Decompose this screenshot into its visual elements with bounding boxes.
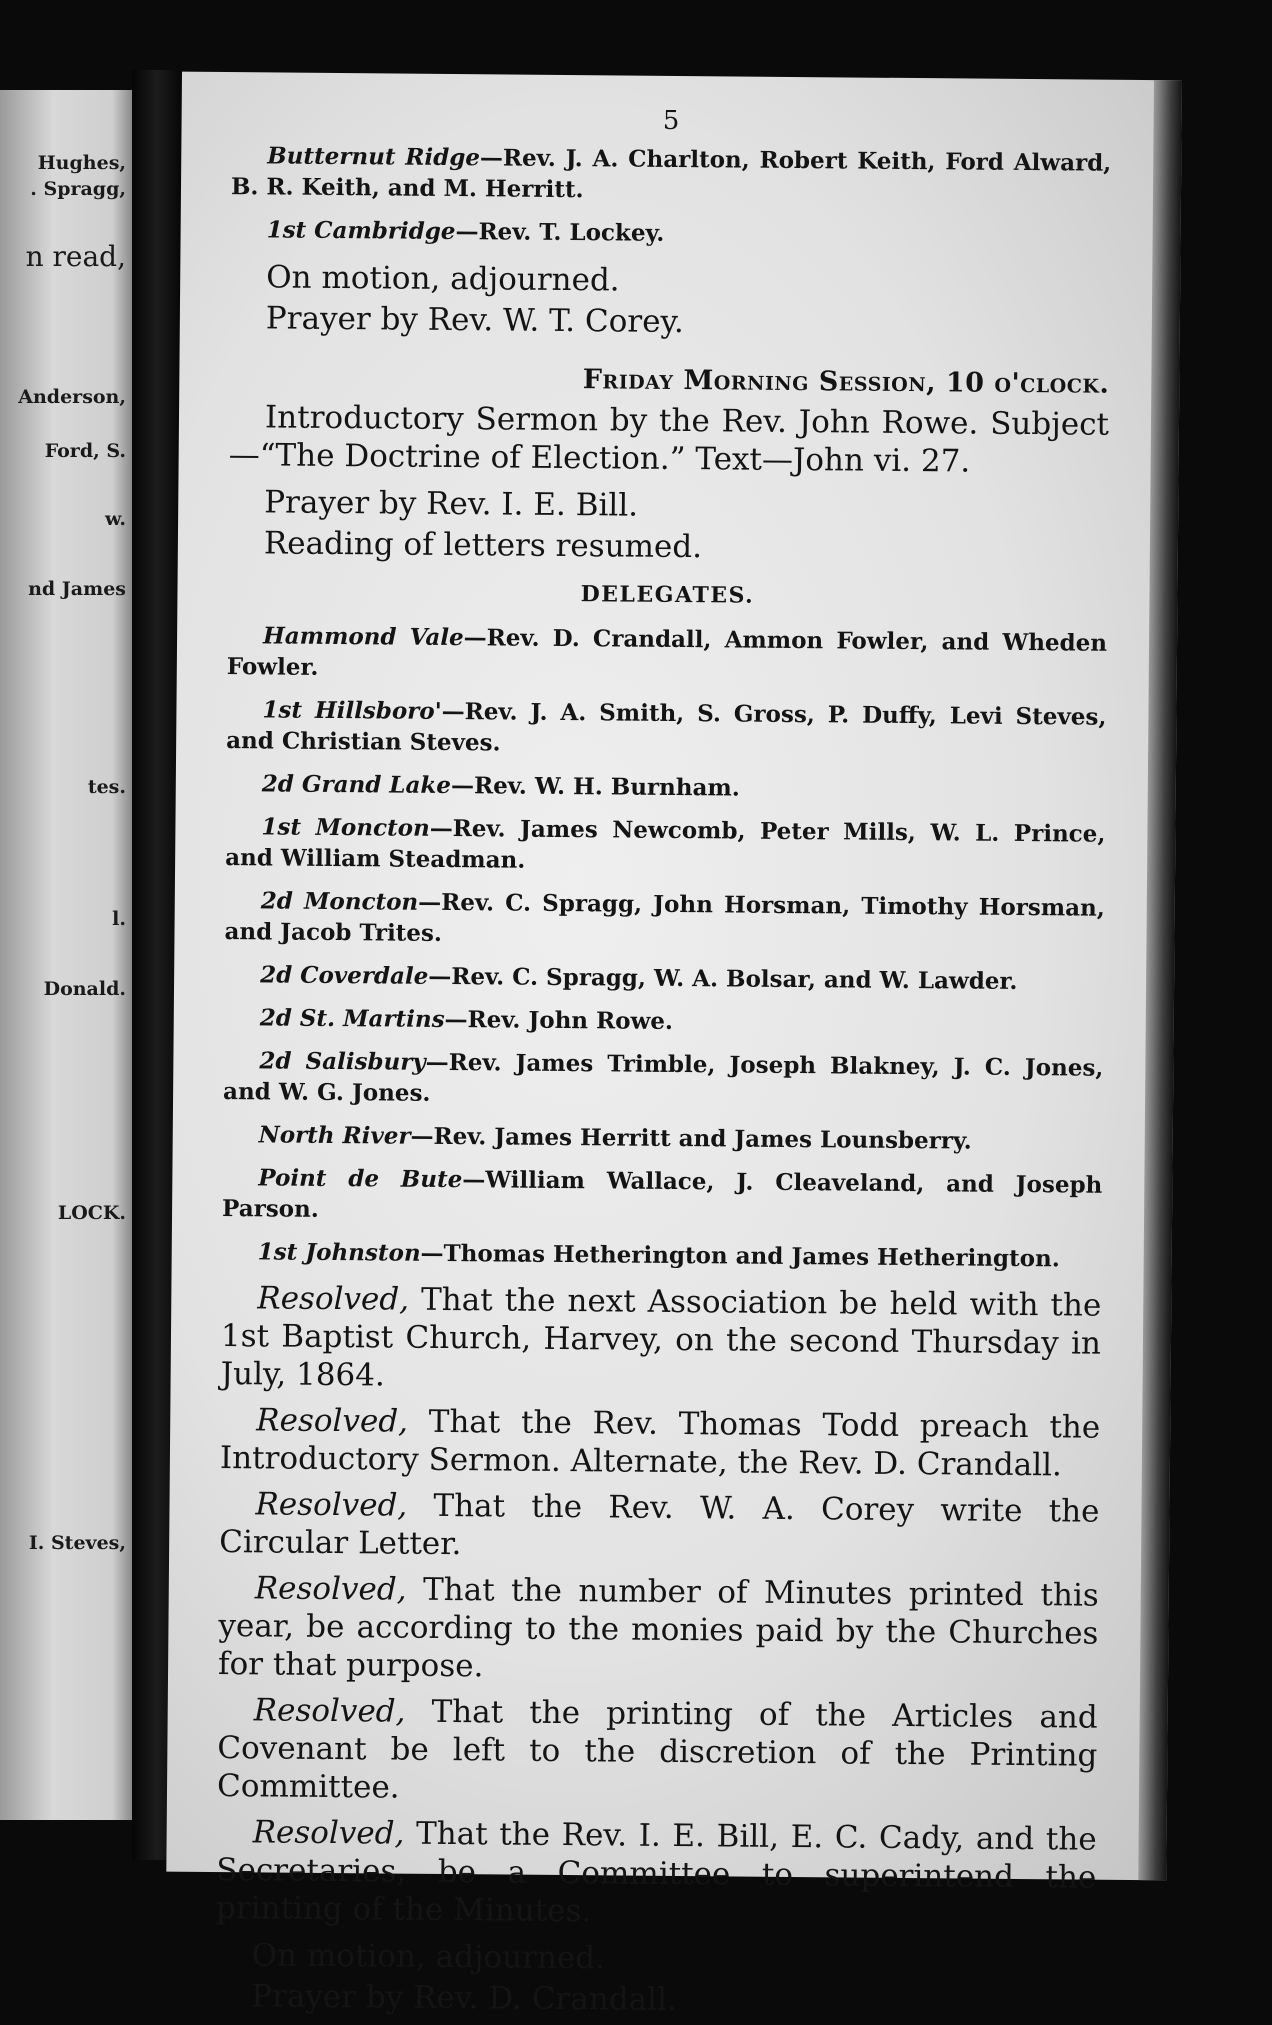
resolution	[219, 1485, 1100, 1569]
delegate-place: 1st Cambridge	[266, 216, 456, 246]
delegate-entry	[223, 1045, 1104, 1115]
left-fragment: Hughes,	[37, 152, 126, 174]
resolution	[218, 1569, 1099, 1691]
delegate-names: —Rev. James Trimble, Joseph Blakney, J. C. Jones, and W. G. Jones.	[223, 1048, 1104, 1107]
delegate-names: —Rev. D. Crandall, Ammon Fowler, and Wheden Fowler.	[226, 624, 1108, 681]
resolution	[216, 1813, 1097, 1935]
delegate-place: 2d St. Martins	[259, 1004, 445, 1033]
delegate-entry	[231, 140, 1112, 210]
delegate-place: 2d Moncton	[260, 887, 419, 916]
delegate-entry	[224, 959, 1104, 998]
left-fragment: Ford, S.	[44, 440, 126, 462]
delegate-names: —Rev. T. Lockey.	[455, 218, 665, 247]
left-fragment: w.	[104, 508, 126, 530]
delegate-entry	[226, 694, 1107, 764]
left-fragment: tes.	[87, 776, 126, 798]
delegate-place: 1st Hillsboro'	[262, 696, 442, 725]
delegate-entry	[231, 214, 1111, 253]
resolution-text: That the number of Minutes printed this year, be according to the monies paid by the Churches for that purpose.	[217, 1571, 1099, 1685]
adjourn-line: On motion, adjourned.	[266, 259, 620, 299]
delegate-entry	[223, 1119, 1103, 1158]
resolution-text: That the printing of the Articles and Covenant be left to the discretion of the Printing Committee.	[216, 1693, 1098, 1806]
prayer-line: Prayer by Rev. W. T. Corey.	[265, 300, 684, 341]
resolution-text: That the Rev. W. A. Corey write the Circular Letter.	[219, 1487, 1100, 1563]
session-heading: Friday Morning Session, 10 o'clock.	[582, 364, 1110, 400]
delegate-names: —Rev. John Rowe.	[444, 1005, 674, 1035]
delegate-place: 1st Moncton	[261, 813, 430, 842]
delegate-entry	[224, 1002, 1104, 1041]
delegate-names: —Rev. J. A. Smith, S. Gross, P. Duffy, Levi Steves, and Christian Steves.	[226, 697, 1107, 757]
left-fragment: Anderson,	[18, 386, 126, 408]
left-fragment: . Spragg,	[30, 178, 126, 200]
delegate-names: —Rev. J. A. Charlton, Robert Keith, Ford Alward, B. R. Keith, and M. Herritt.	[230, 144, 1112, 204]
delegate-entry	[225, 811, 1106, 881]
page-edge	[1138, 80, 1182, 1880]
intro-sermon: Introductory Sermon by the Rev. John Rowe. Subject—“The Doctrine of Election.” Text—John vi. 27.	[228, 399, 1110, 480]
delegate-place: Point de Bute	[258, 1164, 463, 1194]
delegate-place: 2d Salisbury	[259, 1047, 426, 1076]
delegate-place: 1st Johnston	[257, 1238, 421, 1267]
left-fragment: Donald.	[43, 978, 126, 1000]
delegate-place: North River	[258, 1121, 411, 1150]
resolution-lead: Resolved,	[257, 1280, 410, 1318]
left-page-fragment	[0, 90, 132, 1820]
resolution-text: That the Rev. Thomas Todd preach the Introductory Sermon. Alternate, the Rev. D. Crandall.	[219, 1403, 1101, 1484]
left-fragment: l.	[112, 908, 126, 930]
page-content	[215, 102, 1112, 2025]
delegate-names: —Rev. C. Spragg, W. A. Bolsar, and W. Lawder.	[428, 962, 1018, 995]
left-fragment: n read,	[25, 240, 126, 273]
reading-letters: Reading of letters resumed.	[263, 525, 703, 566]
delegate-place: Hammond Vale	[262, 622, 464, 652]
delegate-entry	[227, 620, 1108, 690]
delegate-names: —Thomas Hetherington and James Hetherington.	[420, 1239, 1060, 1273]
delegate-entry	[224, 885, 1105, 955]
delegate-entry	[226, 768, 1106, 807]
left-fragment: LOCK.	[57, 1202, 126, 1224]
delegate-names: —Rev. W. H. Burnham.	[450, 772, 740, 802]
delegate-place: 2d Grand Lake	[261, 770, 452, 800]
resolution-lead: Resolved,	[253, 1692, 406, 1730]
left-fragment: nd James	[28, 578, 126, 600]
resolution	[217, 1691, 1098, 1813]
delegate-names: —William Wallace, J. Cleaveland, and Joseph Parson.	[221, 1166, 1103, 1223]
resolution-lead: Resolved,	[255, 1486, 408, 1524]
delegate-place: Butternut Ridge	[267, 142, 481, 172]
scanned-page	[166, 72, 1182, 2019]
resolution	[220, 1279, 1101, 1401]
resolution	[220, 1401, 1101, 1485]
prayer-line: Prayer by Rev. I. E. Bill.	[264, 484, 639, 524]
resolution-lead: Resolved,	[256, 1402, 409, 1440]
delegate-entry	[222, 1162, 1103, 1232]
delegate-names: —Rev. James Newcomb, Peter Mills, W. L. Prince, and William Steadman.	[225, 814, 1106, 874]
page-number: 5	[662, 105, 681, 136]
delegate-names: —Rev. C. Spragg, John Horsman, Timothy Horsman, and Jacob Trites.	[224, 888, 1105, 947]
adjourn-line: On motion, adjourned.	[251, 1937, 606, 1977]
resolution-text: That the Rev. I. E. Bill, E. C. Cady, and the Secretaries, be a Committee to superintend the printing of the Minutes.	[215, 1815, 1097, 1930]
delegate-names: —Rev. James Herritt and James Lounsberry.	[410, 1122, 972, 1155]
resolution-lead: Resolved,	[254, 1570, 407, 1608]
left-fragment: I. Steves,	[28, 1532, 126, 1554]
delegate-place: 2d Coverdale	[260, 961, 429, 990]
delegates-heading: DELEGATES.	[580, 581, 755, 609]
resolution-lead: Resolved,	[252, 1814, 405, 1852]
delegate-entry	[222, 1236, 1102, 1275]
prayer-line: Prayer by Rev. D. Crandall.	[251, 1978, 677, 2019]
resolution-text: That the next Association be held with the 1st Baptist Church, Harvey, on the second Thursday in July, 1864.	[220, 1281, 1102, 1394]
